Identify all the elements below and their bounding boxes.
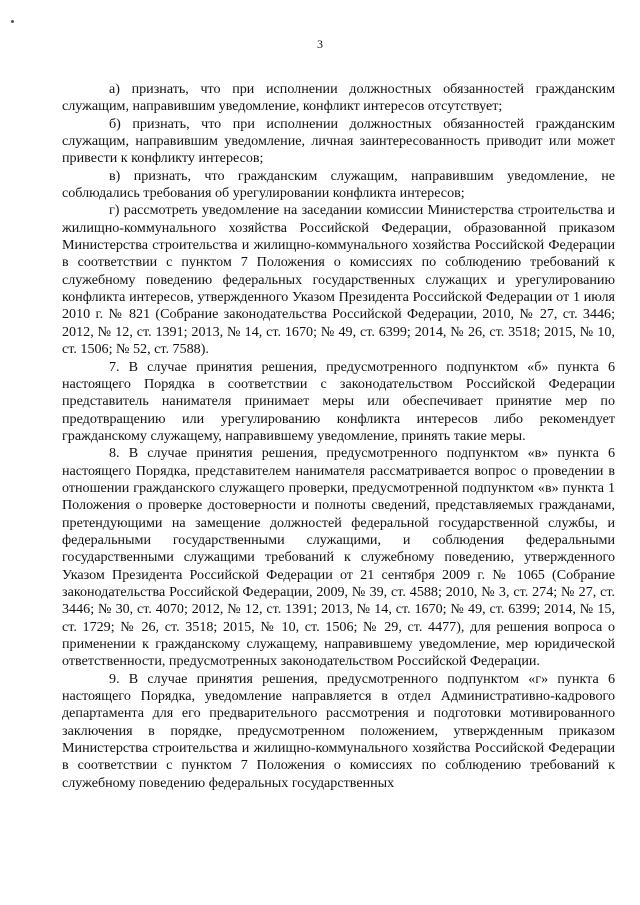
- paragraph-6g: г) рассмотреть уведомление на заседании комиссии Министерства строительства и жилищно-коммунального хозяйства Российской Федерации, образованной приказом Министерства строительства и жилищно-коммунального хозяйства Российской Федерации в соответствии с пунктом 7 Положения о комиссиях по соблюдению требований к служебному поведению федеральных государственных служащих и урегулированию конфликта интересов, утвержденного Указом Президента Российской Федерации от 1 июля 2010 г. № 821 (Собрание законодательства Российской Федерации, 2010, № 27, ст. 3446; 2012, № 12, ст. 1391; 2013, № 14, ст. 1670; № 49, ст. 6399; 2014, № 26, ст. 3518; 2015, № 10, ст. 1506; № 52, ст. 7588).: [62, 202, 615, 358]
- page-number: 3: [317, 37, 323, 51]
- document-body: [62, 81, 615, 792]
- paragraph-6b: б) признать, что при исполнении должностных обязанностей гражданским служащим, направившим уведомление, личная заинтересованность приводит или может привести к конфликту интересов;: [62, 115, 615, 167]
- scan-speck: [11, 20, 14, 23]
- paragraph-6a: а) признать, что при исполнении должностных обязанностей гражданским служащим, направившим уведомление, конфликт интересов отсутствует;: [62, 81, 615, 115]
- paragraph-7: 7. В случае принятия решения, предусмотренного подпунктом «б» пункта 6 настоящего Порядка в соответствии с законодательством Российской Федерации представитель нанимателя принимает меры или обеспечивает принятие мер по предотвращению или урегулированию конфликта интересов либо рекомендует гражданскому служащему, направившему уведомление, принять такие меры.: [62, 358, 615, 444]
- paragraph-9: 9. В случае принятия решения, предусмотренного подпунктом «г» пункта 6 настоящего Порядка, уведомление направляется в отдел Административно-кадрового департамента для его предварительного рассмотрения и подготовки мотивированного заключения в порядке, предусмотренном положением, утвержденным приказом Министерства строительства и жилищно-коммунального хозяйства Российской Федерации в соответствии с пунктом 7 Положения о комиссиях по соблюдению требований к служебному поведению федеральных государственных: [62, 670, 615, 791]
- paragraph-8: 8. В случае принятия решения, предусмотренного подпунктом «в» пункта 6 настоящего Порядка, представителем нанимателя рассматривается вопрос о проведении в отношении гражданского служащего проверки, предусмотренной подпунктом «в» пункта 1 Положения о проверке достоверности и полноты сведений, представляемых гражданами, претендующими на замещение должностей федеральной государственной службы, и федеральными государственными служащими, и соблюдения федеральными государственными служащими требований к служебному поведению, утвержденного Указом Президента Российской Федерации от 21 сентября 2009 г. № 1065 (Собрание законодательства Российской Федерации, 2009, № 39, ст. 4588; 2010, № 3, ст. 274; № 27, ст. 3446; № 30, ст. 4070; 2012, № 12, ст. 1391; 2013, № 14, ст. 1670; № 49, ст. 6399; 2014, № 15, ст. 1729; № 26, ст. 3518; 2015, № 10, ст. 1506; № 29, ст. 4477), для решения вопроса о применении к гражданскому служащему, направившему уведомление, мер юридической ответственности, предусмотренных законодательством Российской Федерации.: [62, 445, 615, 670]
- paragraph-6v: в) признать, что гражданским служащим, направившим уведомление, не соблюдались требования об урегулировании конфликта интересов;: [62, 167, 615, 202]
